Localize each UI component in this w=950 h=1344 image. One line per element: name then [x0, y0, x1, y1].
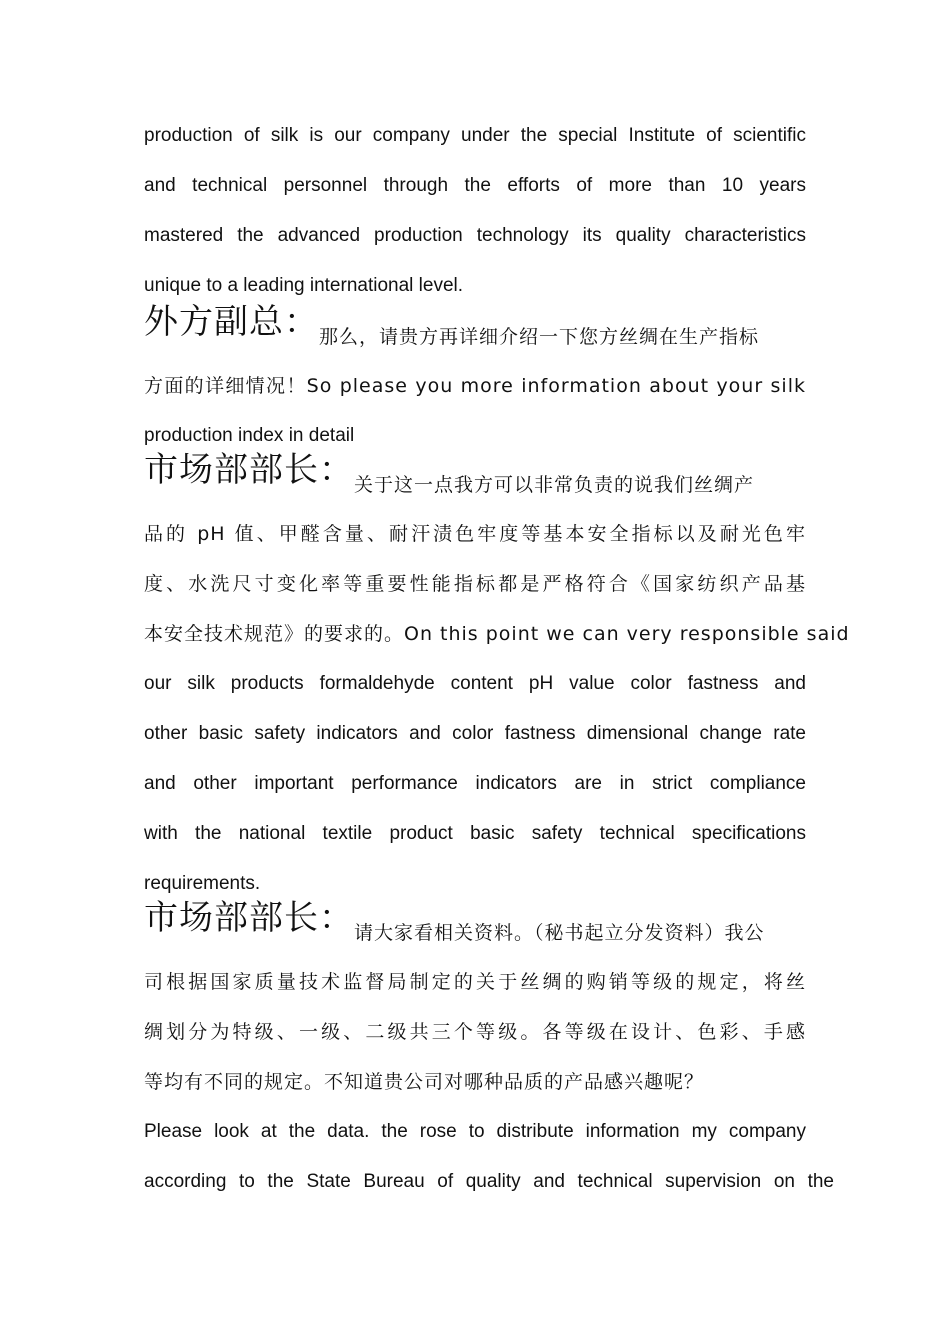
speech-text: 关于这一点我方可以非常负责的说我们丝绸产 — [354, 474, 755, 496]
speaker-line — [144, 898, 806, 946]
paragraph-line: and other important performance indicators are in strict compliance — [144, 773, 806, 794]
paragraph-line: 等均有不同的规定。不知道贵公司对哪种品质的产品感兴趣呢？ — [144, 1071, 705, 1093]
speech-text: 那么，请贵方再详细介绍一下您方丝绸在生产指标 — [319, 326, 760, 348]
paragraph-line: 绸划分为特级、一级、二级共三个等级。各等级在设计、色彩、手感 — [144, 1021, 806, 1043]
speaker-name: 市场部部长： — [144, 450, 354, 490]
speaker-line — [144, 450, 806, 498]
paragraph-line: our silk products formaldehyde content pH value color fastness and — [144, 673, 806, 694]
paragraph-line: 本安全技术规范》的要求的。On this point we can very responsible said — [144, 623, 850, 645]
paragraph-line: 方面的详细情况！So please you more information about your silk — [144, 375, 806, 397]
paragraph-line: production index in detail — [144, 425, 355, 446]
speech-text: 请大家看相关资料。（秘书起立分发资料）我公 — [354, 922, 765, 944]
paragraph-line: production of silk is our company under the special Institute of scientific — [144, 125, 806, 146]
speaker-name: 外方副总： — [144, 302, 319, 342]
paragraph-line: other basic safety indicators and color fastness dimensional change rate — [144, 723, 806, 744]
paragraph-line: mastered the advanced production technology its quality characteristics — [144, 225, 806, 246]
paragraph-line: and technical personnel through the efforts of more than 10 years — [144, 175, 806, 196]
paragraph-line: requirements. — [144, 873, 261, 894]
paragraph-line: with the national textile product basic safety technical specifications — [144, 823, 806, 844]
paragraph-line: 司根据国家质量技术监督局制定的关于丝绸的购销等级的规定，将丝 — [144, 971, 806, 993]
paragraph-line: unique to a leading international level. — [144, 275, 464, 296]
paragraph-line: according to the State Bureau of quality and technical supervision on the — [144, 1171, 834, 1192]
paragraph-line: 度、水洗尺寸变化率等重要性能指标都是严格符合《国家纺织产品基 — [144, 573, 806, 595]
paragraph-line: 品的 pH 值、甲醛含量、耐汗渍色牢度等基本安全指标以及耐光色牢 — [144, 523, 806, 545]
paragraph-line: Please look at the data. the rose to distribute information my company — [144, 1121, 806, 1142]
speaker-line — [144, 302, 806, 350]
speaker-name: 市场部部长： — [144, 898, 354, 938]
